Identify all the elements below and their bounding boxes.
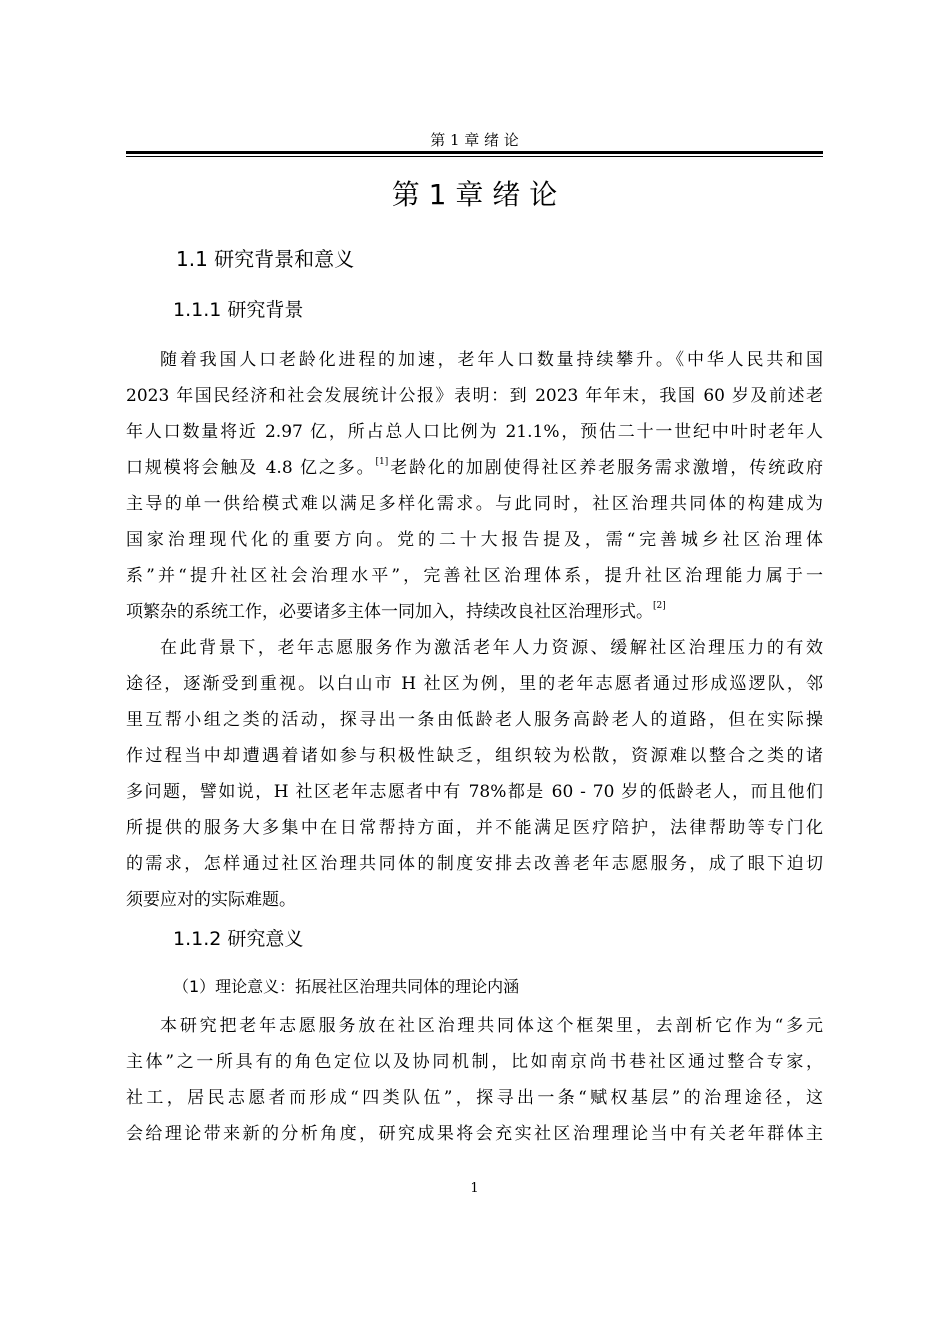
paragraph-line: 年人口数量将近 2.97 亿，所占总人口比例为 21.1%，预估二十一世纪中叶时老年人 xyxy=(126,422,823,442)
paragraph-line: 随着我国人口老龄化进程的加速，老年人口数量持续攀升。《中华人民共和国 xyxy=(160,350,823,370)
paragraph-line: 会给理论带来新的分析角度，研究成果将会充实社区治理理论当中有关老年群体主 xyxy=(126,1124,823,1144)
paragraph-line: 里互帮小组之类的活动，探寻出一条由低龄老人服务高龄老人的道路，但在实际操 xyxy=(126,710,823,730)
paragraph-context xyxy=(126,630,823,918)
paragraph-line: 的需求，怎样通过社区治理共同体的制度安排去改善老年志愿服务，成了眼下迫切 xyxy=(126,854,823,874)
section-heading-1-1-1: 1.1.1 研究背景 xyxy=(173,299,304,321)
page-number: 1 xyxy=(470,1181,479,1196)
paragraph-line: 在此背景下，老年志愿服务作为激活老年人力资源、缓解社区治理压力的有效 xyxy=(160,638,823,658)
paragraph-line: 系”并“提升社区社会治理水平”，完善社区治理体系，提升社区治理能力属于一 xyxy=(126,566,823,586)
running-header: 第 1 章 绪 论 xyxy=(430,131,519,149)
paragraph-line: 途径，逐渐受到重视。以白山市 H 社区为例，里的老年志愿者通过形成巡逻队，邻 xyxy=(126,674,823,694)
section-heading-1-1: 1.1 研究背景和意义 xyxy=(176,247,355,271)
citation-ref-1: [1] xyxy=(375,457,389,467)
paragraph-significance xyxy=(126,1008,823,1152)
paragraph-line-with-citation xyxy=(126,594,823,630)
header-rule-thin xyxy=(126,156,823,157)
paragraph-line: 所提供的服务大多集中在日常帮持方面，并不能满足医疗陪护，法律帮助等专门化 xyxy=(126,818,823,838)
chapter-title: 第 1 章 绪 论 xyxy=(391,178,558,211)
header-rule-thick xyxy=(126,151,823,154)
paragraph-text: 项繁杂的系统工作，必要诸多主体一同加入，持续改良社区治理形式。 xyxy=(126,602,653,622)
subsection-heading-theory: （1）理论意义：拓展社区治理共同体的理论内涵 xyxy=(173,977,520,996)
paragraph-line: 本研究把老年志愿服务放在社区治理共同体这个框架里，去剖析它作为“多元 xyxy=(160,1016,823,1036)
paragraph-line: 作过程当中却遭遇着诸如参与积极性缺乏，组织较为松散，资源难以整合之类的诸 xyxy=(126,746,823,766)
paragraph-line: 社工，居民志愿者而形成“四类队伍”，探寻出一条“赋权基层”的治理途径，这 xyxy=(126,1088,823,1108)
paragraph-line: 2023 年国民经济和社会发展统计公报》表明：到 2023 年年末，我国 60 岁及前述老 xyxy=(126,386,823,406)
section-heading-1-1-2: 1.1.2 研究意义 xyxy=(173,928,304,950)
paragraph-line: 国家治理现代化的重要方向。党的二十大报告提及，需“完善城乡社区治理体 xyxy=(126,530,823,550)
paragraph-line: 主导的单一供给模式难以满足多样化需求。与此同时，社区治理共同体的构建成为 xyxy=(126,494,823,514)
paragraph-background xyxy=(126,342,823,630)
paragraph-line-with-citation xyxy=(126,450,823,486)
paragraph-line: 多问题，譬如说，H 社区老年志愿者中有 78%都是 60 - 70 岁的低龄老人，而且他们 xyxy=(126,782,823,802)
paragraph-line: 须要应对的实际难题。 xyxy=(126,890,296,910)
paragraph-text: 老龄化的加剧使得社区养老服务需求激增，传统政府 xyxy=(388,458,823,478)
paragraph-text: 口规模将会触及 4.8 亿之多。 xyxy=(126,458,376,478)
citation-ref-2: [2] xyxy=(653,601,666,611)
paragraph-line: 主体”之一所具有的角色定位以及协同机制，比如南京尚书巷社区通过整合专家， xyxy=(126,1052,823,1072)
